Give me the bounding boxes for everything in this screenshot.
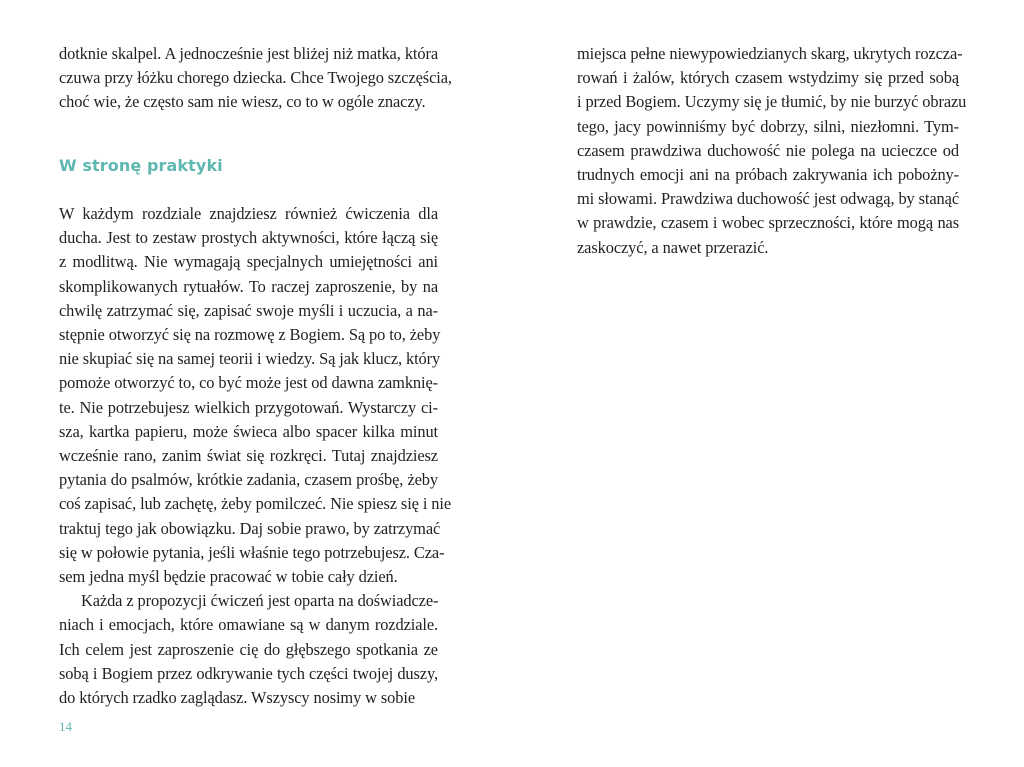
text-line: pytania do psalmów, krótkie zadania, czasem prośbę, żeby [59,470,438,490]
text-line: do których rzadko zaglądasz. Wszyscy nosimy w sobie [59,688,416,707]
text-line: i przed Bogiem. Uczymy się je tłumić, by nie burzyć obrazu [577,92,967,112]
text-line: sobą i Bogiem przez odkrywanie tych części twojej duszy, [59,663,438,683]
text-line: z modlitwą. Nie wymagają specjalnych umiejętności ani [59,252,438,272]
text-line: te. Nie potrzebujesz wielkich przygotowań. Wystarczy ci- [59,397,438,417]
text-line: w prawdzie, czasem i wobec sprzeczności, które mogą nas [577,213,959,233]
text-line: zaskoczyć, a nawet przerazić. [577,237,769,257]
text-line: mi słowami. Prawdziwa duchowość jest odwagą, by stanąć [577,189,959,209]
text-line: nie skupiać się na samej teorii i wiedzy. Są jak klucz, który [59,349,441,369]
text-line: miejsca pełne niewypowiedzianych skarg, ukrytych rozcza- [577,44,963,63]
text-line: dotknie skalpel. A jednocześnie jest bliżej niż matka, która [59,44,438,63]
text-line: Każda z propozycji ćwiczeń jest oparta na doświadcze- [81,591,439,611]
text-line: sem jedna myśl będzie pracować w tobie cały dzień. [59,567,398,586]
text-line: W każdym rozdziale znajdziesz również ćwiczenia dla [59,204,438,223]
text-line: sza, kartka papieru, może świeca albo spacer kilka minut [59,421,438,441]
text-line: chwilę zatrzymać się, zapisać swoje myśli i uczucia, a na- [59,300,438,320]
text-line: stępnie otworzyć się na rozmowę z Bogiem. Są po to, żeby [59,325,441,344]
text-line: czasem prawdziwa duchowość nie polega na ucieczce od [577,140,959,160]
text-line: czuwa przy łóżku chorego dziecka. Chce Twojego szczęścia, [59,68,452,88]
text-line: coś zapisać, lub zachętę, żeby pomilczeć. Nie spiesz się i nie [59,494,452,514]
text-line: tego, jacy powinniśmy być dobrzy, silni, niezłomni. Tym- [577,116,959,136]
text-line: trudnych emocji ani na próbach zakrywania ich pobożny- [577,165,959,184]
text-line: wcześnie rano, zanim świat się rozkręci. Tutaj znajdziesz [59,446,438,465]
text-line: Ich celem jest zaproszenie cię do głębszego spotkania ze [59,639,438,659]
text-line: się w połowie pytania, jeśli właśnie tego potrzebujesz. Cza- [59,542,445,562]
text-line: niach i emocjach, które omawiane są w danym rozdziale. [59,615,438,635]
text-line: ducha. Jest to zestaw prostych aktywności, które łączą się [59,228,438,248]
text-line: pomoże otworzyć to, co być może jest od dawna zamknię- [59,373,438,393]
text-line: rowań i żalów, których czasem wstydzimy się przed sobą [577,68,959,88]
page-number: 14 [59,719,72,734]
right-page [512,0,1024,767]
text-line: choć wie, że często sam nie wiesz, co to w ogóle znaczy. [59,92,426,112]
section-heading: W stronę praktyki [59,156,223,175]
text-line: traktuj tego jak obowiązku. Daj sobie prawo, by zatrzymać [59,518,441,538]
text-line: skomplikowanych rytuałów. To raczej zaproszenie, by na [59,276,438,296]
